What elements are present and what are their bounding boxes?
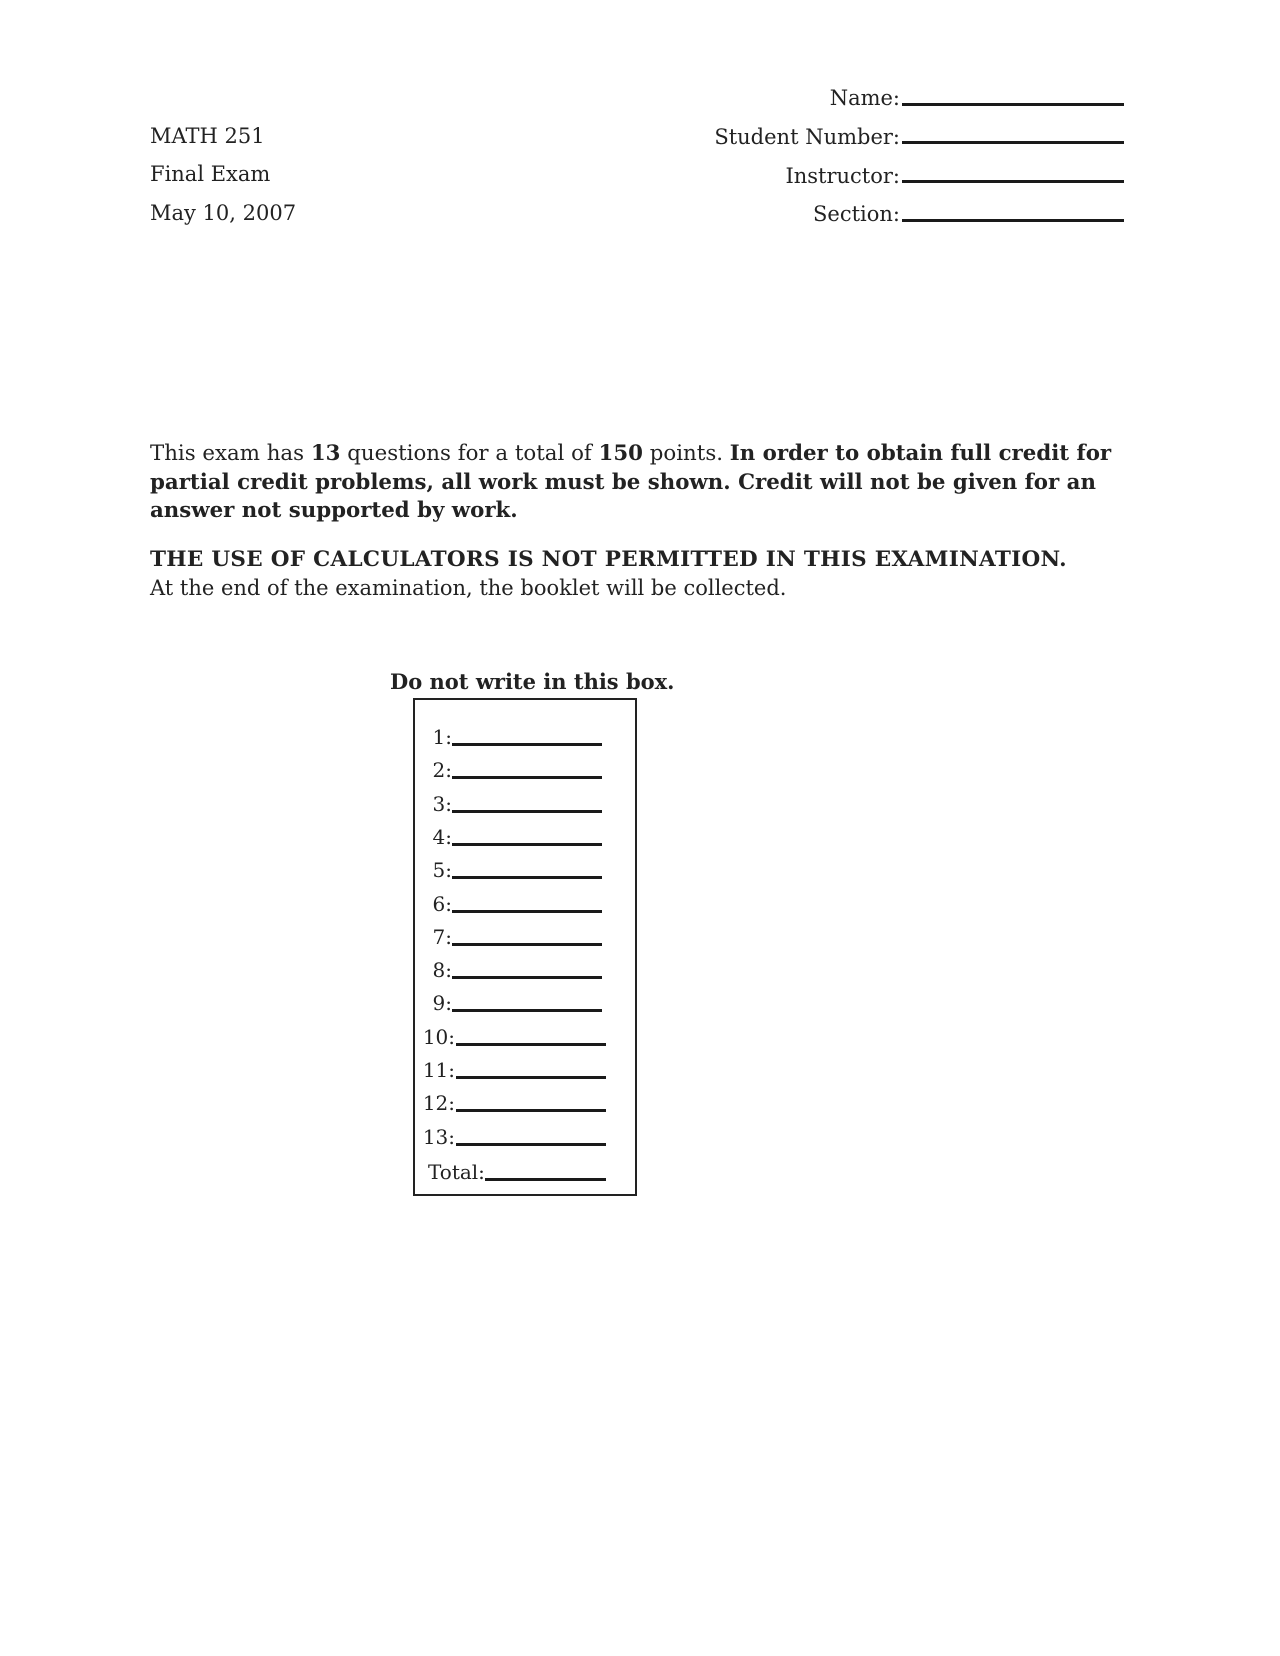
score-row-field[interactable] xyxy=(452,776,602,779)
score-row-label: 1: xyxy=(432,725,452,749)
collection-notice: At the end of the examination, the booklet will be collected. xyxy=(150,576,787,600)
course-code: MATH 251 xyxy=(150,123,265,148)
total-points: 150 xyxy=(598,441,644,466)
score-row-label: 8: xyxy=(432,958,452,983)
score-row-field[interactable] xyxy=(456,1076,606,1079)
score-row-field[interactable] xyxy=(456,1109,606,1112)
exam-title: Final Exam xyxy=(150,162,271,186)
instructor-field[interactable] xyxy=(902,180,1124,183)
total-label: Total: xyxy=(428,1159,485,1184)
score-row-label: 9: xyxy=(432,991,452,1016)
instructions-text: questions for a total of xyxy=(340,441,599,466)
name-label: Name: xyxy=(829,86,900,110)
score-row-field[interactable] xyxy=(452,910,602,913)
score-row-label: 6: xyxy=(432,891,452,916)
score-row-field[interactable] xyxy=(452,743,602,746)
score-row-label: 10: xyxy=(422,1024,455,1049)
score-row-field[interactable] xyxy=(452,1009,602,1012)
total-field[interactable] xyxy=(485,1178,606,1181)
score-row-label: 2: xyxy=(432,758,452,783)
credit-notice: In order to obtain full credit for partial credit problems, all work must be shown. Credit will not be given for an answer not supported by work. xyxy=(150,441,1112,523)
score-row-field[interactable] xyxy=(452,810,602,813)
section-field[interactable] xyxy=(902,219,1124,222)
section-label: Section: xyxy=(813,202,900,226)
student-number-label: Student Number: xyxy=(714,125,900,149)
instructor-label: Instructor: xyxy=(785,164,900,188)
calculator-notice: THE USE OF CALCULATORS IS NOT PERMITTED IN THIS EXAMINATION. xyxy=(150,547,1067,572)
instructions-text: This exam has xyxy=(150,441,311,466)
score-row-label: 7: xyxy=(432,924,452,949)
score-row-label: 4: xyxy=(432,824,452,849)
score-row-field[interactable] xyxy=(452,876,602,879)
score-row-field[interactable] xyxy=(452,976,602,979)
score-row-field[interactable] xyxy=(452,943,602,946)
score-row-field[interactable] xyxy=(452,843,602,846)
score-row-label: 5: xyxy=(432,858,452,883)
exam-date: May 10, 2007 xyxy=(150,200,297,225)
score-row-label: 3: xyxy=(432,791,452,816)
question-count: 13 xyxy=(310,441,341,466)
exam-info xyxy=(150,78,296,232)
score-row-label: 13: xyxy=(422,1124,455,1149)
exam-instructions xyxy=(150,440,1125,526)
instructions-text: points. xyxy=(643,441,730,466)
score-row-field[interactable] xyxy=(456,1143,606,1146)
score-row-label: 11: xyxy=(422,1058,455,1082)
score-row-label: 12: xyxy=(422,1091,455,1116)
score-row-field[interactable] xyxy=(456,1043,606,1046)
name-field[interactable] xyxy=(902,103,1124,106)
student-number-field[interactable] xyxy=(902,141,1124,144)
score-box-title: Do not write in this box. xyxy=(390,669,675,694)
